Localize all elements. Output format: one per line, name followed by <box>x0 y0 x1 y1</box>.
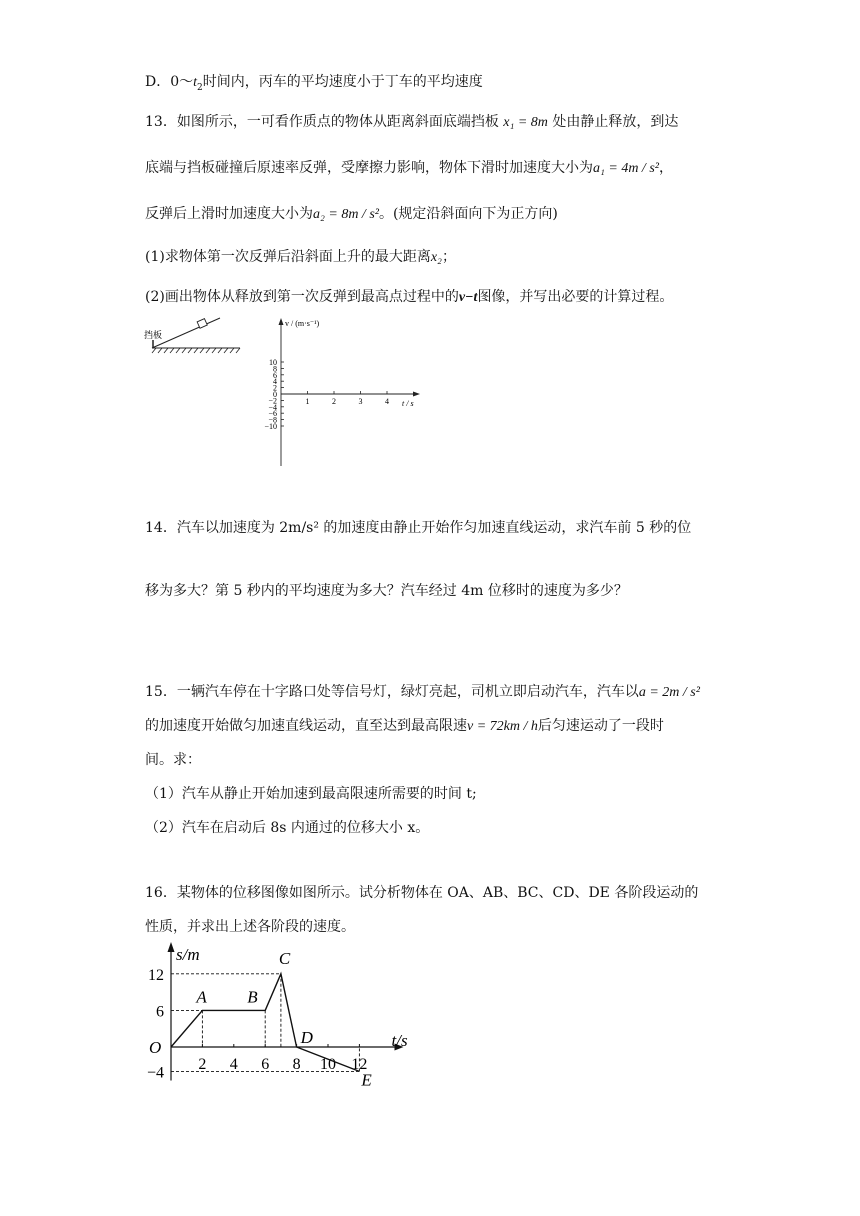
q12-option-d: D．$0\sim t_2$时间内，丙车的平均速度小于丁车的平均速度 <box>145 74 483 93</box>
vt-x-tick-label: 2 <box>332 397 336 406</box>
q13-part-1: (1)求物体第一次反弹后沿斜面上升的最大距离x₂； <box>145 249 456 265</box>
vt-y-label: v / (m·s⁻¹) <box>285 319 320 328</box>
q15-line-1: 15．一辆汽车停在十字路口处等信号灯，绿灯亮起，司机立即启动汽车，汽车以a = 2m / s² <box>145 684 700 700</box>
st-plot <box>147 942 408 1089</box>
st-x-tick-label: 6 <box>261 1056 270 1073</box>
vt-y-tick-label: −6 <box>268 409 277 419</box>
slope-label: 挡板 <box>144 330 163 340</box>
vt-y-tick-label: −4 <box>268 402 277 412</box>
st-graph <box>140 940 430 1100</box>
vt-y-tick-label: −8 <box>268 415 277 425</box>
st-origin-label: O <box>149 1038 162 1057</box>
st-x-tick-label: 12 <box>351 1056 368 1073</box>
q15-line-3: 间。求： <box>145 752 201 768</box>
q13-line-2: 底端与挡板碰撞后原速率反弹，受摩擦力影响，物体下滑时加速度大小为a₁ = 4m / s²， <box>145 160 673 176</box>
st-x-tick-label: 4 <box>229 1056 238 1073</box>
st-y-tick-label: −4 <box>146 1064 164 1082</box>
vt-y-tick-label: 0 <box>273 390 277 399</box>
st-x-tick-label: 2 <box>198 1056 207 1073</box>
q13-part-2: (2)画出物体从释放到第一次反弹到最高点过程中的v−t图像，并写出必要的计算过程。 <box>145 289 674 305</box>
vt-x-ticks <box>306 391 390 406</box>
st-y-label: s/m <box>176 945 200 964</box>
vt-x-tick-label: 3 <box>358 397 363 406</box>
slope-diagram <box>140 310 250 360</box>
st-point-label-c: C <box>278 948 291 968</box>
vt-x-tick-label: 4 <box>385 397 389 406</box>
q13-line-3: 反弹后上滑时加速度大小为a₂ = 8m / s²。(规定沿斜面向下为正方向) <box>145 206 558 222</box>
st-x-label: t/s <box>391 1031 408 1050</box>
st-point-label-b: B <box>247 987 258 1007</box>
q16-line-2: 性质，并求出上述各阶段的速度。 <box>145 919 355 935</box>
st-point-label-a: A <box>196 987 207 1007</box>
vt-graph <box>255 318 425 468</box>
vt-y-tick-label: 10 <box>269 358 277 367</box>
vt-y-tick-label: 2 <box>273 383 277 393</box>
vt-y-tick-label: −10 <box>264 422 277 431</box>
q16-line-1: 16．某物体的位移图像如图所示。试分析物体在 OA、AB、BC、CD、DE 各阶段运动的 <box>145 885 699 901</box>
st-x-tick-label: 8 <box>292 1056 301 1073</box>
vt-x-label: t / s <box>402 399 414 408</box>
st-point-label-e: E <box>361 1070 372 1090</box>
q15-part-2: （2）汽车在启动后 8s 内通过的位移大小 x。 <box>145 820 430 836</box>
vt-y-tick-label: 8 <box>273 364 277 374</box>
vt-y-tick-label: −2 <box>268 396 277 406</box>
vt-x-tick-label: 1 <box>305 397 310 406</box>
q15-line-2: 的加速度开始做匀加速直线运动，直至达到最高限速v = 72km / h后匀速运动了一段时 <box>145 718 664 734</box>
st-point-label-d: D <box>300 1028 313 1047</box>
st-y-arrow <box>168 942 175 952</box>
q13-line-1: 13．如图所示，一可看作质点的物体从距离斜面底端挡板 x₁ = 8m 处由静止释放，到达 <box>145 114 679 130</box>
st-x-tick-label: 10 <box>320 1056 336 1073</box>
q14-line-1: 14．汽车以加速度为 2m/s² 的加速度由静止开始作匀加速直线运动，求汽车前 5 秒的位 <box>145 520 692 536</box>
q15-part-1: （1）汽车从静止开始加速到最高限速所需要的时间 t; <box>145 786 477 802</box>
st-y-tick-label: 12 <box>148 966 164 984</box>
vt-y-tick-label: 4 <box>273 377 277 387</box>
vt-y-tick-label: 6 <box>273 370 277 380</box>
q14-line-2: 移为多大？第 5 秒内的平均速度为多大？汽车经过 4m 位移时的速度为多少？ <box>145 583 628 599</box>
st-y-tick-label: 6 <box>156 1003 164 1021</box>
